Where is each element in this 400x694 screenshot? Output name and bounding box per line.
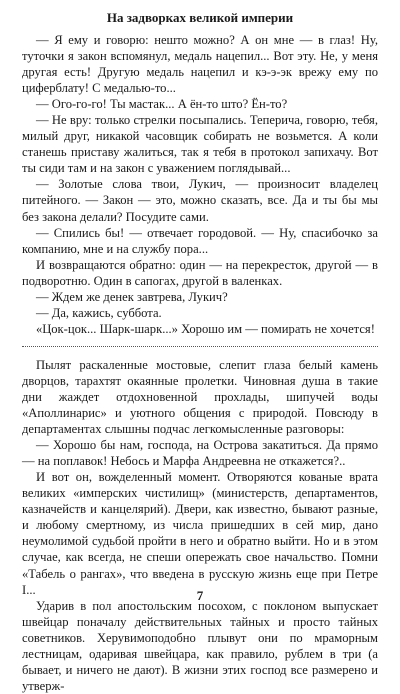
paragraph: — Золотые слова твои, Лукич, — произносит владелец питейного. — Закон — это, можно сказать, все. Да и ты бы мы без закона делали? Посудите сами.	[22, 177, 378, 224]
section-dialogue	[22, 32, 378, 337]
paragraph: «Цок-цок... Шарк-шарк...» Хорошо им — помирать не хочется!	[36, 321, 375, 336]
paragraph: — Ждем же денек завтрева, Лукич?	[36, 289, 228, 304]
section-divider	[22, 346, 378, 347]
paragraph: — Я ему и говорю: нешто можно? А он мне — в глаз! Ну, туточки я закон вспомянул, медаль нацепил... Вот эту. Не, у меня другая есть! Другую медаль нацепил и кэ-э-эк врежу ему по циферблату! С медалью-то...	[22, 33, 378, 96]
paragraph: — Спились бы! — отвечает городовой. — Ну, спасибочко за компанию, мне и на службу пора...	[22, 225, 378, 256]
paragraph: — Не вру: только стрелки посыпались. Теперича, говорю, тебя, милый друг, никакой часовщик собирать не возьмется. А коли станешь приставу жалиться, так я тебя в протокол запихачу. Вот ты сиди там и на закон с уважением поглядывай...	[22, 113, 378, 176]
running-head: На задворках великой империи	[106, 10, 294, 25]
paragraph: — Да, кажись, суббота.	[36, 305, 162, 320]
paragraph: Ударив в пол апостольским посохом, с поклоном выпускает швейцар поначалу действительных тайных и просто тайных советников. Херувимоподобно плывут они по мраморным лестницам, одаривая швейцара, как правило, рублем в три (а бывает, и ничего не дают). В жизни этих господ все размерено и утверж-	[22, 598, 378, 693]
paragraph: — Хорошо бы нам, господа, на Острова закатиться. Да прямо — на поплавок! Небось и Марфа Андреевна не откажется?..	[22, 438, 378, 469]
paragraph: Пылят раскаленные мостовые, слепит глаза белый камень дворцов, тарахтят окаянные пролетки. Чиновная душа в такие дни жаждет отдохновенной прохлады, шипучей воды «Аполлинарис» и уютного общения с природой. Повсюду в департаментах слышны подчас легкомысленные разговоры:	[22, 357, 378, 437]
paragraph: И возвращаются обратно: один — на перекресток, другой — в подворотню. Один в сапогах, другой в валенках.	[22, 257, 378, 288]
section-narrative	[22, 357, 378, 694]
paragraph: И вот он, вожделенный момент. Отворяются кованые врата великих «имперских чистилищ» (министерств, департаментов, казначейств и канцелярий). Двери, как известно, бывают разные, и любому смертному, из числа пришедших в сей мир, дано неумолимой судьбой пройти в него и обратно выйти. Но и в этом случае, как всегда, не спеши опережать свое начальство. Помни «Табель о рангах», что введена в русскую жизнь еще при Петре I...	[22, 470, 378, 597]
paragraph: — Ого-го-го! Ты мастак... А ён-то што? Ён-то?	[36, 97, 288, 112]
page-number: 7	[196, 588, 204, 603]
